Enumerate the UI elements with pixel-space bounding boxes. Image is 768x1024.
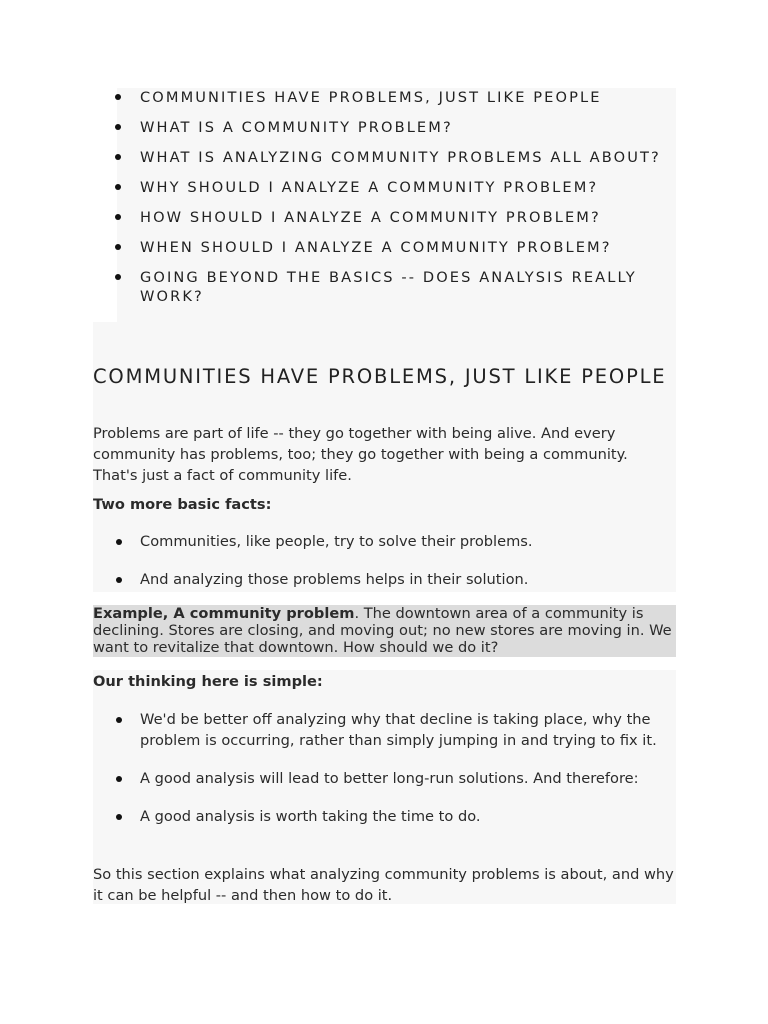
- toc-item-communities-have-problems[interactable]: COMMUNITIES HAVE PROBLEMS, JUST LIKE PEOPLE: [112, 88, 672, 107]
- example-text: . The downtown area of a community is declining. Stores are closing, and moving out; no new stores are moving in. We want to revitalize that downtown. How should we do it?: [93, 605, 672, 656]
- closing-paragraph: So this section explains what analyzing community problems is about, and why it can be helpful -- and then how to do it.: [93, 866, 674, 904]
- list-item: Communities, like people, try to solve their problems.: [112, 531, 676, 552]
- toc-item-how-analyze[interactable]: HOW SHOULD I ANALYZE A COMMUNITY PROBLEM?: [112, 208, 672, 227]
- intro-paragraph: Problems are part of life -- they go together with being alive. And every community has problems, too; they go together with being a community. That's just a fact of community life.: [93, 425, 628, 484]
- toc-item-why-analyze[interactable]: WHY SHOULD I ANALYZE A COMMUNITY PROBLEM?: [112, 178, 672, 197]
- thinking-list: [112, 709, 676, 844]
- section-heading: COMMUNITIES HAVE PROBLEMS, JUST LIKE PEOPLE: [93, 365, 667, 388]
- thinking-label: Our thinking here is simple:: [93, 673, 323, 690]
- list-item: And analyzing those problems helps in their solution.: [112, 569, 676, 590]
- toc-item-when-analyze[interactable]: WHEN SHOULD I ANALYZE A COMMUNITY PROBLEM?: [112, 238, 672, 257]
- toc-item-what-is-community-problem[interactable]: WHAT IS A COMMUNITY PROBLEM?: [112, 118, 672, 137]
- toc-item-beyond-basics[interactable]: GOING BEYOND THE BASICS -- DOES ANALYSIS REALLY WORK?: [112, 268, 672, 306]
- list-item: A good analysis is worth taking the time to do.: [112, 806, 676, 827]
- list-item: We'd be better off analyzing why that decline is taking place, why the problem is occurring, rather than simply jumping in and trying to fix it.: [112, 709, 676, 751]
- facts-list: [112, 531, 676, 607]
- example-paragraph: [93, 605, 676, 656]
- facts-label: Two more basic facts:: [93, 496, 272, 513]
- example-title: Example, A community problem: [93, 605, 355, 622]
- table-of-contents: [112, 88, 672, 317]
- list-item: A good analysis will lead to better long-run solutions. And therefore:: [112, 768, 676, 789]
- toc-item-what-is-analyzing[interactable]: WHAT IS ANALYZING COMMUNITY PROBLEMS ALL ABOUT?: [112, 148, 672, 167]
